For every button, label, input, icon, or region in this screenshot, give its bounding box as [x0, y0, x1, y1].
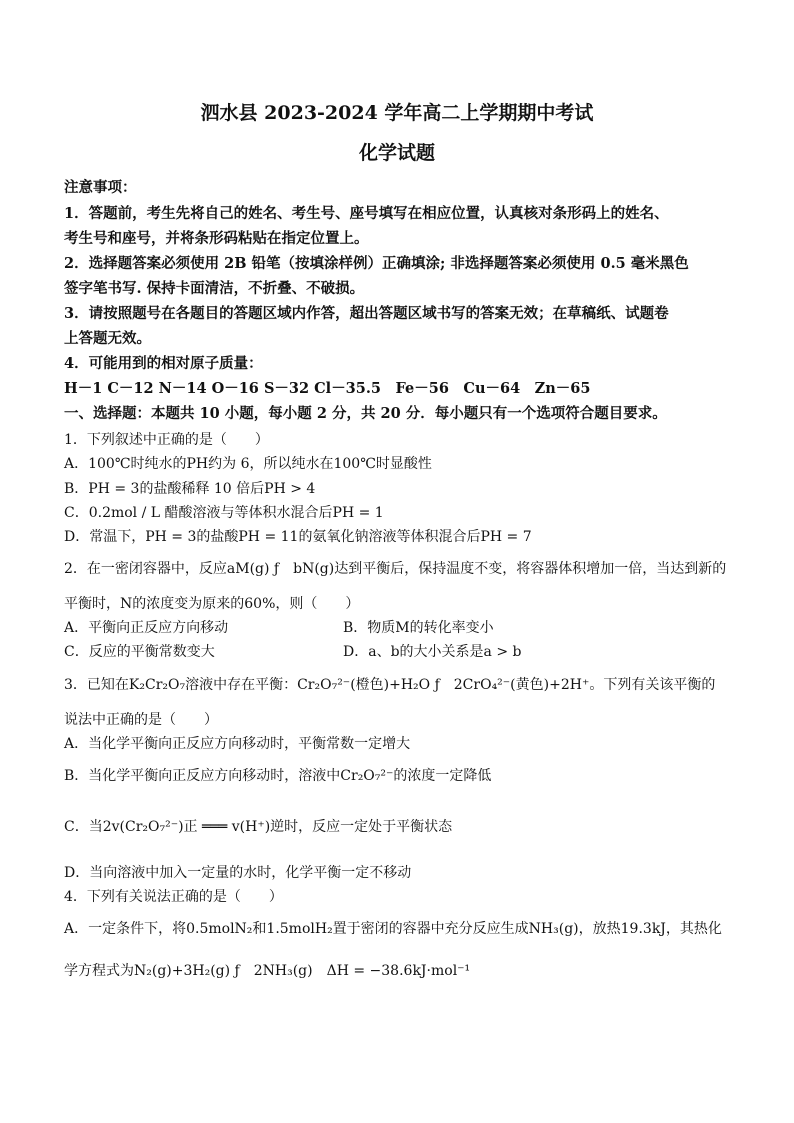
notice-item-3: 3．请按照题号在各题目的答题区域内作答，超出答题区域书写的答案无效；在草稿纸、试题卷 — [64, 305, 669, 322]
notice-item-3-cont: 上答题无效。 — [64, 330, 151, 347]
notice-heading: 注意事项： — [64, 179, 137, 196]
q3-option-c: C．当2v(Cr₂O₇²⁻)正 ═══ v(H⁺)逆时，反应一定处于平衡状态 — [64, 819, 453, 835]
q1-option-b: B．PH = 3的盐酸稀释 10 倍后PH > 4 — [64, 481, 316, 497]
atomic-masses: H－1 C－12 N－14 O－16 S－32 Cl－35.5 Fe－56 Cu－64 Zn－65 — [64, 380, 591, 397]
notice-item-1: 1．答题前，考生先将自己的姓名、考生号、座号填写在相应位置，认真核对条形码上的姓名、 — [64, 205, 669, 222]
q3-option-d: D．当向溶液中加入一定量的水时，化学平衡一定不移动 — [64, 865, 412, 881]
q1-option-d: D．常温下，PH = 3的盐酸PH = 11的氨氧化钠溶液等体积混合后PH = 7 — [64, 529, 532, 545]
q3-stem-cont: 说法中正确的是（ ） — [64, 712, 218, 728]
notice-item-2-cont: 签字笔书写. 保持卡面清洁，不折叠、不破损。 — [64, 280, 365, 297]
q4-option-a: A．一定条件下，将0.5molN₂和1.5molH₂置于密闭的容器中充分反应生成NH₃(g)，放热19.3kJ，其热化 — [64, 921, 722, 937]
q2-option-a: A．平衡向正反应方向移动 — [64, 620, 229, 636]
exam-title: 泗水县 2023-2024 学年高二上学期期中考试 — [200, 102, 594, 124]
notice-item-1-cont: 考生号和座号，并将条形码粘贴在指定位置上。 — [64, 230, 369, 247]
exam-subject: 化学试题 — [358, 142, 435, 164]
q1-option-a: A．100℃时纯水的PH约为 6，所以纯水在100℃时显酸性 — [64, 456, 432, 472]
q3-stem: 3．已知在K₂Cr₂O₇溶液中存在平衡：Cr₂O₇²⁻(橙色)+H₂O ƒ 2CrO₄²⁻(黄色)+2H⁺。下列有关该平衡的 — [64, 677, 716, 693]
q2-stem: 2．在一密闭容器中，反应aM(g) ƒ bN(g)达到平衡后，保持温度不变，将容器体积增加一倍，当达到新的 — [64, 561, 727, 577]
q1-stem: 1．下列叙述中正确的是（ ） — [64, 432, 269, 448]
notice-item-2: 2．选择题答案必须使用 2B 铅笔（按填涂样例）正确填涂; 非选择题答案必须使用 0.5 毫米黑色 — [64, 255, 689, 272]
notice-item-4: 4．可能用到的相对原子质量： — [64, 355, 263, 372]
q3-option-b: B．当化学平衡向正反应方向移动时，溶液中Cr₂O₇²⁻的浓度一定降低 — [64, 768, 492, 784]
section-heading: 一、选择题：本题共 10 小题，每小题 2 分，共 20 分．每小题只有一个选项符合题目要求。 — [64, 405, 667, 422]
q3-option-a: A．当化学平衡向正反应方向移动时，平衡常数一定增大 — [64, 736, 411, 752]
q1-option-c: C．0.2mol / L 醋酸溶液与等体积水混合后PH = 1 — [64, 505, 384, 521]
q4-stem: 4．下列有关说法正确的是（ ） — [64, 889, 283, 905]
q2-stem-cont: 平衡时，N的浓度变为原来的60%，则（ ） — [64, 596, 360, 612]
q2-option-d: D．a、b的大小关系是a > b — [343, 644, 522, 660]
q2-option-c: C．反应的平衡常数变大 — [64, 644, 215, 660]
q4-option-a-cont: 学方程式为N₂(g)+3H₂(g) ƒ 2NH₃(g) ΔH = −38.6kJ·mol⁻¹ — [64, 963, 471, 979]
q2-option-b: B．物质M的转化率变小 — [343, 620, 494, 636]
